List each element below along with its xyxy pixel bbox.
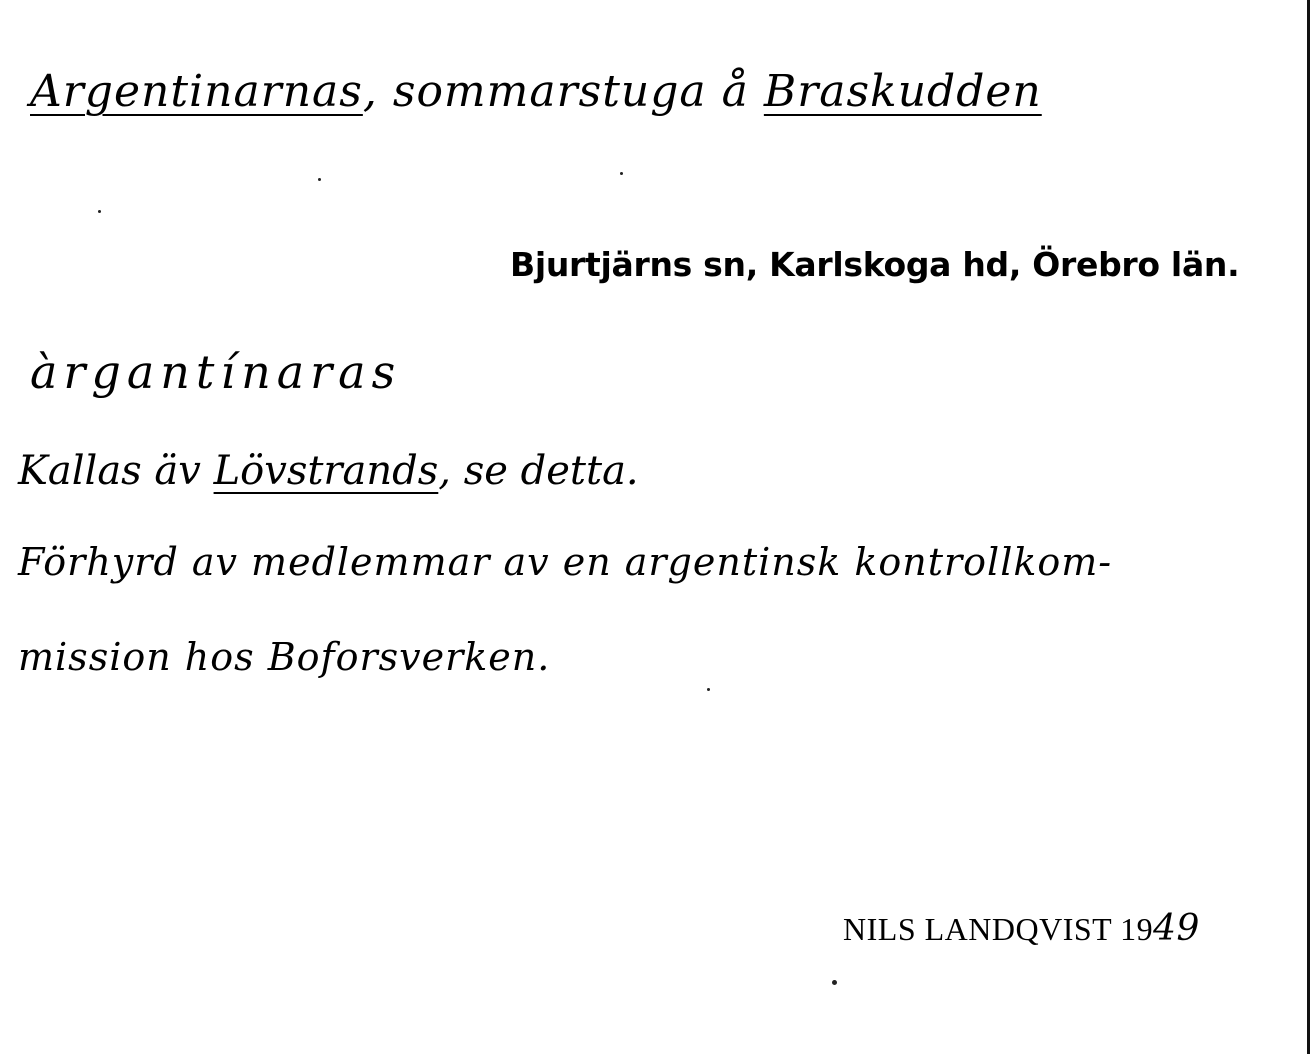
note-line-2: Förhyrd av medlemmar av en argentinsk kontrollkom- <box>18 540 1113 584</box>
note-suffix: , se detta. <box>438 448 639 494</box>
speck <box>832 980 837 985</box>
headword-separator: , <box>362 66 378 117</box>
headword: Argentinarnas <box>30 66 363 117</box>
speck <box>98 210 101 213</box>
location-stamp: Bjurtjärns sn, Karlskoga hd, Örebro län. <box>510 245 1240 284</box>
headline-text: sommarstuga å <box>392 66 749 117</box>
card-edge <box>1307 0 1310 1054</box>
note-line-3: mission hos Boforsverken. <box>18 635 551 679</box>
year-handwritten: 49 <box>1153 908 1200 949</box>
year-printed: 19 <box>1120 911 1154 947</box>
phonetic-transcription: àrgantínaras <box>30 345 402 399</box>
card-headline <box>30 66 1042 117</box>
headline-place: Braskudden <box>763 66 1042 117</box>
speck <box>707 688 710 691</box>
note-line-1 <box>18 448 639 494</box>
collector-signature <box>843 908 1200 949</box>
note-prefix: Kallas äv <box>18 448 201 494</box>
collector-name: NILS LANDQVIST <box>843 911 1112 947</box>
cross-reference: Lövstrands <box>213 448 439 494</box>
speck <box>620 172 623 175</box>
speck <box>318 178 321 181</box>
